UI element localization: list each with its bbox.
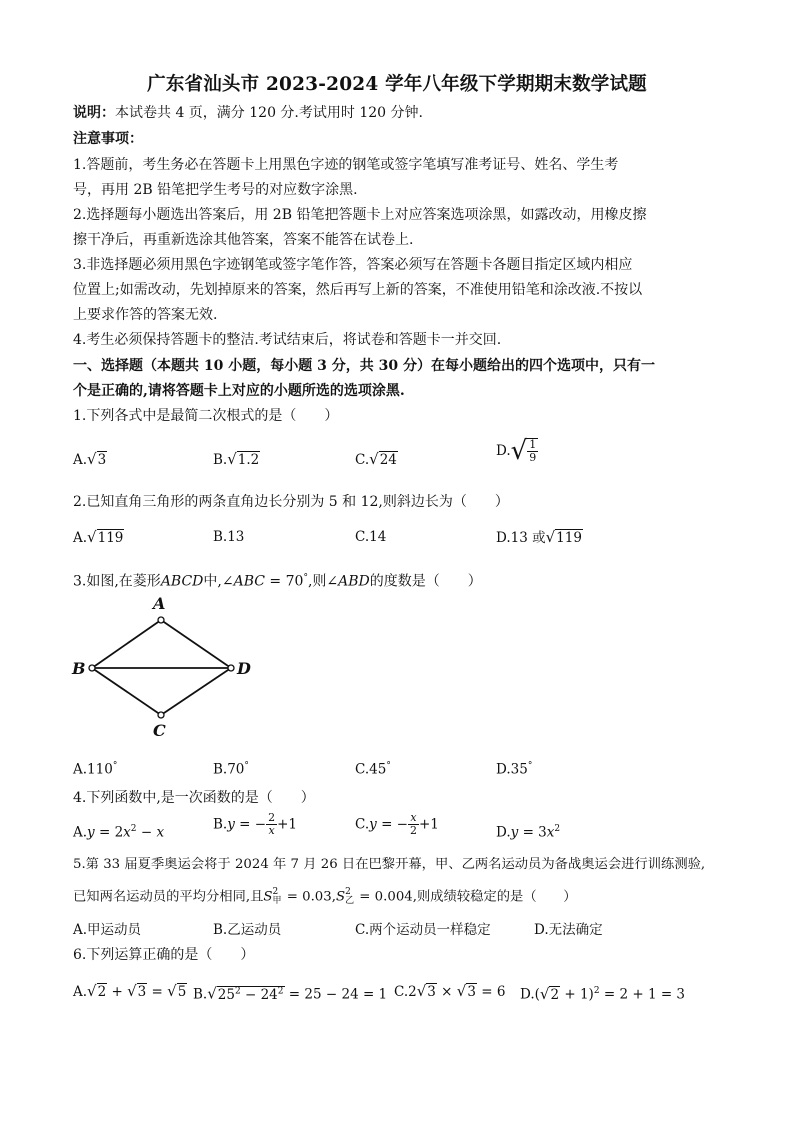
q6-option-d[interactable]: $D.(√2 + 1)^2 = 2 + 1 = 3$ bbox=[520, 984, 686, 1003]
fraction-numerator: 2 bbox=[268, 811, 276, 824]
fraction-numerator: 1 bbox=[529, 438, 537, 451]
q4-option-b[interactable] bbox=[213, 812, 297, 837]
q1-option-a[interactable]: A.√3 bbox=[73, 450, 107, 468]
math-text: + 1) bbox=[560, 986, 594, 1003]
q5-option-b[interactable]: B.乙运动员 bbox=[213, 922, 282, 938]
exponent: 2 bbox=[593, 986, 600, 996]
math-var: x bbox=[156, 824, 165, 841]
vertex-b bbox=[89, 665, 95, 671]
option-label: A. bbox=[73, 761, 88, 778]
intro-text: 本试卷共 4 页，满分 120 分.考试用时 120 分钟. bbox=[115, 105, 423, 121]
math-text: = − bbox=[234, 816, 267, 833]
option-label: C. bbox=[355, 761, 370, 778]
q2-option-b[interactable]: B.13 bbox=[213, 529, 245, 545]
q5-option-a[interactable]: A.甲运动员 bbox=[73, 922, 142, 938]
vertex-c bbox=[158, 712, 164, 718]
stem-var: ABC bbox=[233, 573, 265, 590]
rhombus-figure bbox=[68, 595, 258, 740]
question-2-stem: 2.已知直角三角形的两条直角边长分别为 5 和 12,则斜边长为（ ） bbox=[73, 494, 509, 510]
radicand: 25 bbox=[217, 986, 235, 1003]
q3-option-a[interactable] bbox=[73, 757, 117, 779]
exponent: 2 bbox=[130, 824, 137, 834]
math-text: × bbox=[436, 984, 457, 1000]
q2-option-d[interactable]: D.13 或√119 bbox=[496, 528, 582, 546]
intro-label: 说明： bbox=[73, 105, 115, 121]
rhombus-shape bbox=[92, 620, 231, 715]
option-value: 45 bbox=[369, 761, 387, 778]
radicand: 119 bbox=[556, 530, 582, 546]
edge-ad bbox=[161, 620, 231, 668]
fraction-denominator: x bbox=[268, 824, 275, 837]
option-label: C. bbox=[355, 816, 370, 833]
math-text: = bbox=[147, 984, 168, 1000]
exponent: 2 bbox=[277, 986, 284, 996]
radicand: 119 bbox=[97, 530, 124, 546]
math-text: + bbox=[107, 984, 128, 1000]
q3-option-d[interactable] bbox=[496, 757, 532, 779]
option-label: D. bbox=[496, 443, 511, 459]
degree-mark: ° bbox=[112, 761, 118, 771]
radicand: 2 bbox=[550, 986, 560, 1003]
label-c: C bbox=[153, 721, 166, 740]
option-label: B. bbox=[213, 761, 228, 778]
stem-text: 已知两名运动员的平均分相同,且 bbox=[73, 889, 264, 905]
degree-mark: ° bbox=[244, 761, 249, 771]
option-label: C. bbox=[394, 984, 409, 1000]
math-text: = 2 + 1 = 3 bbox=[599, 986, 686, 1003]
q3-option-c[interactable] bbox=[355, 757, 391, 779]
math-text: +1 bbox=[277, 816, 297, 833]
radicand: 3 bbox=[97, 452, 107, 468]
option-label: A. bbox=[73, 530, 88, 546]
q1-option-b[interactable]: B.√1.2 bbox=[213, 450, 260, 468]
q5-option-d[interactable]: D.无法确定 bbox=[534, 922, 603, 938]
option-label: D. bbox=[496, 761, 511, 778]
math-text: = 3 bbox=[518, 824, 547, 841]
math-text: = 2 bbox=[94, 824, 124, 841]
question-1-stem: 1.下列各式中是最简二次根式的是（ ） bbox=[73, 408, 339, 424]
subscript: 乙 bbox=[345, 896, 355, 906]
math-var: y bbox=[369, 816, 377, 833]
note-line: 上要求作答的答案无效. bbox=[73, 307, 218, 323]
stem-text: = 70 bbox=[264, 573, 304, 590]
fraction-denominator: 2 bbox=[410, 824, 417, 837]
question-5-stem-line1: 5.第 33 届夏季奥运会将于 2024 年 7 月 26 日在巴黎开幕，甲、乙两名运动员为备战奥运会进行训练测验, bbox=[73, 857, 706, 872]
math-var: y bbox=[510, 824, 519, 841]
q6-option-a[interactable]: A.√2 + √3 = √5 bbox=[73, 982, 187, 1000]
stem-text: 3.如图,在菱形 bbox=[73, 573, 161, 590]
note-line: 1.答题前，考生务必在答题卡上用黑色字迹的钢笔或签字笔填写准考证号、姓名、学生考 bbox=[73, 157, 619, 173]
stem-text: 的度数是（ ） bbox=[369, 573, 482, 590]
edge-dc bbox=[161, 668, 231, 715]
intro-line bbox=[73, 104, 423, 122]
q6-option-b[interactable]: $B.√25^2 - 24^2 = 25 - 24 = 1$ bbox=[193, 984, 388, 1003]
page-title: 广东省汕头市 2023-2024 学年八年级下学期期末数学试题 bbox=[147, 74, 647, 95]
math-text: − bbox=[136, 824, 157, 841]
radicand: − 24 bbox=[240, 986, 278, 1003]
label-b: B bbox=[72, 659, 86, 678]
math-var: y bbox=[87, 824, 95, 841]
exponent: 2 bbox=[345, 887, 351, 897]
label-a: A bbox=[153, 595, 166, 613]
subscript: 甲 bbox=[272, 896, 282, 906]
question-6-stem: 6.下列运算正确的是（ ） bbox=[73, 947, 255, 963]
edge-bc bbox=[92, 668, 161, 715]
note-line: 2.选择题每小题选出答案后，用 2B 铅笔把答题卡上对应答案选项涂黑，如露改动，用橡皮擦 bbox=[73, 207, 647, 223]
math-text: +1 bbox=[419, 816, 439, 833]
note-line: 位置上;如需改动，先划掉原来的答案，然后再写上新的答案，不准使用铅笔和涂改液.不按以 bbox=[73, 282, 643, 298]
section-heading: 一、选择题（本题共 10 小题，每小题 3 分，共 30 分）在每小题给出的四个选项中，只有一 bbox=[73, 358, 655, 374]
option-value: 35 bbox=[510, 761, 528, 778]
fraction-numerator: x bbox=[408, 812, 419, 825]
note-line: 擦干净后，再重新选涂其他答案，答案不能答在试卷上. bbox=[73, 232, 414, 248]
math-var: x bbox=[123, 824, 131, 841]
question-5-stem-line2 bbox=[73, 888, 577, 907]
degree-mark: ° bbox=[527, 761, 533, 771]
stem-text: 中,∠ bbox=[203, 573, 234, 590]
math-text: ( bbox=[534, 986, 540, 1003]
option-label: D. bbox=[496, 824, 511, 841]
section-heading-cont: 个是正确的,请将答题卡上对应的小题所选的选项涂黑. bbox=[73, 383, 405, 399]
stem-text: ,则成绩较稳定的是（ ） bbox=[412, 889, 577, 905]
q1-option-d[interactable]: D.√ $\frac{1}{9}$ bbox=[496, 436, 537, 466]
question-4-stem: 4.下列函数中,是一次函数的是（ ） bbox=[73, 790, 315, 806]
q5-option-c[interactable]: C.两个运动员一样稳定 bbox=[355, 922, 491, 938]
exponent: 2 bbox=[234, 986, 241, 996]
option-label: D. bbox=[520, 986, 535, 1003]
q4-option-a[interactable] bbox=[73, 820, 164, 842]
notes-heading: 注意事项： bbox=[73, 131, 143, 147]
option-label: D.13 或 bbox=[496, 530, 546, 546]
option-value: 70 bbox=[227, 761, 245, 778]
exponent: 2 bbox=[272, 887, 279, 897]
degree-mark: ° bbox=[303, 573, 308, 583]
radicand: 5 bbox=[177, 984, 187, 1000]
radicand: 3 bbox=[137, 984, 147, 1000]
stem-text: ,则∠ bbox=[307, 573, 339, 590]
radicand: 3 bbox=[427, 984, 436, 1000]
exponent: 2 bbox=[554, 824, 561, 834]
question-3-stem bbox=[73, 569, 482, 591]
stem-var: ABCD bbox=[160, 573, 204, 590]
math-text: = 0.03, bbox=[282, 889, 336, 905]
option-label: B. bbox=[213, 452, 228, 468]
q2-option-a[interactable]: A.√119 bbox=[73, 528, 124, 546]
radicand: 24 bbox=[379, 452, 397, 468]
math-text: = 25 − 24 = 1 bbox=[284, 986, 388, 1003]
q2-option-c[interactable]: C.14 bbox=[355, 529, 387, 545]
radicand: 3 bbox=[467, 984, 476, 1000]
fraction-denominator: 9 bbox=[529, 451, 537, 464]
math-text: = 6 bbox=[476, 984, 506, 1000]
math-text: = − bbox=[376, 816, 408, 833]
option-label: B. bbox=[193, 986, 208, 1003]
math-var: y bbox=[227, 816, 235, 833]
vertex-a bbox=[158, 617, 164, 623]
radicand: 1.2 bbox=[237, 452, 260, 468]
edge-ab bbox=[92, 620, 161, 668]
math-var: S bbox=[335, 889, 346, 905]
q4-option-d[interactable] bbox=[496, 820, 560, 842]
math-var: x bbox=[546, 824, 555, 841]
q4-option-c[interactable] bbox=[355, 812, 439, 837]
math-text: 2 bbox=[408, 984, 417, 1000]
stem-var: ABD bbox=[338, 573, 370, 590]
option-label: A. bbox=[73, 984, 88, 1000]
option-label: A. bbox=[73, 824, 88, 841]
option-value: 110 bbox=[87, 761, 113, 778]
q1-option-c[interactable]: C.√24 bbox=[355, 450, 397, 468]
option-label: C. bbox=[355, 452, 370, 468]
q6-option-c[interactable]: C.2√3 × √3 = 6 bbox=[394, 982, 506, 1000]
label-d: D bbox=[237, 659, 251, 678]
option-label: B. bbox=[213, 816, 228, 833]
math-var: S bbox=[263, 889, 273, 905]
q3-option-b[interactable] bbox=[213, 757, 249, 779]
option-label: A. bbox=[73, 452, 88, 468]
note-line: 号，再用 2B 铅笔把学生考号的对应数字涂黑. bbox=[73, 182, 358, 198]
vertex-d bbox=[228, 665, 234, 671]
note-line: 3.非选择题必须用黑色字迹钢笔或签字笔作答，答案必须写在答题卡各题目指定区域内相应 bbox=[73, 257, 633, 273]
math-text: = 0.004 bbox=[355, 889, 413, 905]
radicand: 2 bbox=[97, 984, 107, 1000]
note-line: 4.考生必须保持答题卡的整洁.考试结束后，将试卷和答题卡一并交回. bbox=[73, 332, 502, 348]
degree-mark: ° bbox=[386, 761, 391, 771]
